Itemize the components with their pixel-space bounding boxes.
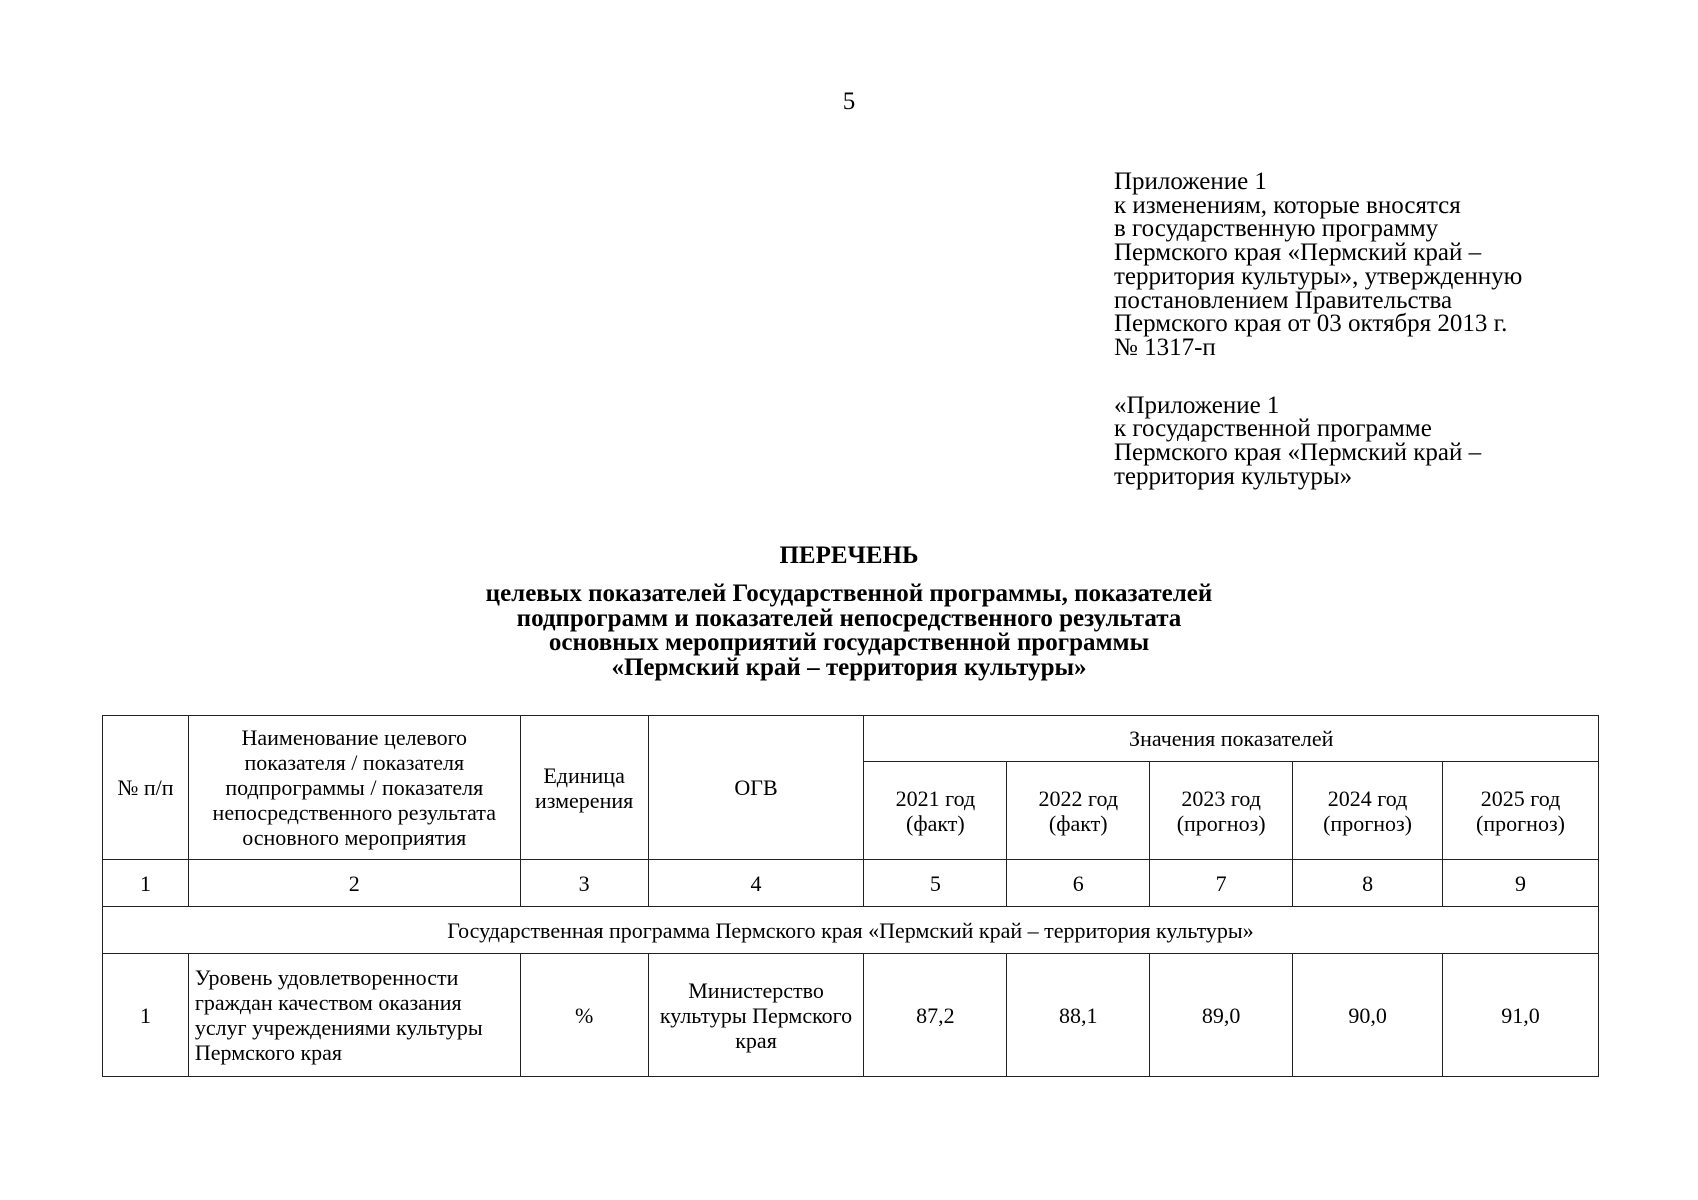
header-year: 2023 год (прогноз) [1150, 762, 1293, 860]
column-numbers-row [103, 860, 1599, 907]
appendix-quote-line: Пермского края «Пермский край – [1114, 439, 1482, 467]
header-ogv: ОГВ [648, 716, 864, 860]
section-row [103, 907, 1599, 954]
table-row [103, 954, 1599, 1077]
header-unit: Единица измерения [520, 716, 648, 860]
row-unit: % [520, 954, 648, 1077]
appendix-line: в государственную программу [1114, 215, 1439, 243]
appendix-line: Пермского края от 03 октября 2013 г. [1114, 310, 1508, 338]
column-number: 8 [1293, 860, 1443, 907]
indicators-table [102, 715, 1599, 1077]
appendix-quote-line: территория культуры» [1114, 462, 1353, 490]
subtitle-line: целевых показателей Государственной программы, показателей [485, 580, 1213, 607]
appendix-line: № 1317-п [1114, 333, 1216, 361]
document-title: ПЕРЕЧЕНЬ [779, 542, 919, 569]
appendix-quote-line: к государственной программе [1114, 415, 1432, 443]
appendix-quote-line: «Приложение 1 [1114, 391, 1280, 419]
subtitle-line: «Пермский край – территория культуры» [611, 653, 1087, 681]
appendix-line: Приложение 1 [1114, 168, 1267, 195]
page-number: 5 [842, 88, 856, 115]
appendix-line: территория культуры», утвержденную [1114, 262, 1523, 290]
row-value: 90,0 [1293, 954, 1443, 1077]
header-num: № п/п [103, 716, 189, 860]
header-year: 2024 год (прогноз) [1293, 762, 1443, 860]
row-ogv: Министерство культуры Пермского края [648, 954, 864, 1077]
appendix-line: Пермского края «Пермский край – [1114, 239, 1482, 267]
header-year: 2021 год (факт) [864, 762, 1007, 860]
header-name: Наименование целевого показателя / показателя подпрограммы / показателя непосредственного результата основного мероприятия [188, 716, 520, 860]
column-number: 1 [103, 860, 189, 907]
header-values-group: Значения показателей [864, 716, 1599, 762]
column-number: 6 [1007, 860, 1150, 907]
row-value: 88,1 [1007, 954, 1150, 1077]
appendix-line: постановлением Правительства [1114, 286, 1453, 314]
appendix-line: к изменениям, которые вносятся [1114, 191, 1461, 219]
header-row [103, 716, 1599, 762]
row-name: Уровень удовлетворенности граждан качеством оказания услуг учреждениями культуры Пермского края [188, 954, 520, 1077]
row-num: 1 [103, 954, 189, 1077]
subtitle-line: основных мероприятий государственной программы [548, 629, 1150, 656]
column-number: 3 [520, 860, 648, 907]
subtitle-line: подпрограмм и показателей непосредственного результата [516, 604, 1182, 632]
column-number: 5 [864, 860, 1007, 907]
column-number: 2 [188, 860, 520, 907]
column-number: 4 [648, 860, 864, 907]
appendix-block [1114, 170, 1634, 488]
document-subtitle [0, 582, 1698, 680]
column-number: 7 [1150, 860, 1293, 907]
column-number: 9 [1443, 860, 1599, 907]
row-value: 89,0 [1150, 954, 1293, 1077]
row-value: 91,0 [1443, 954, 1599, 1077]
row-value: 87,2 [864, 954, 1007, 1077]
header-year: 2022 год (факт) [1007, 762, 1150, 860]
section-title: Государственная программа Пермского края «Пермский край – территория культуры» [103, 907, 1599, 954]
header-year: 2025 год (прогноз) [1443, 762, 1599, 860]
